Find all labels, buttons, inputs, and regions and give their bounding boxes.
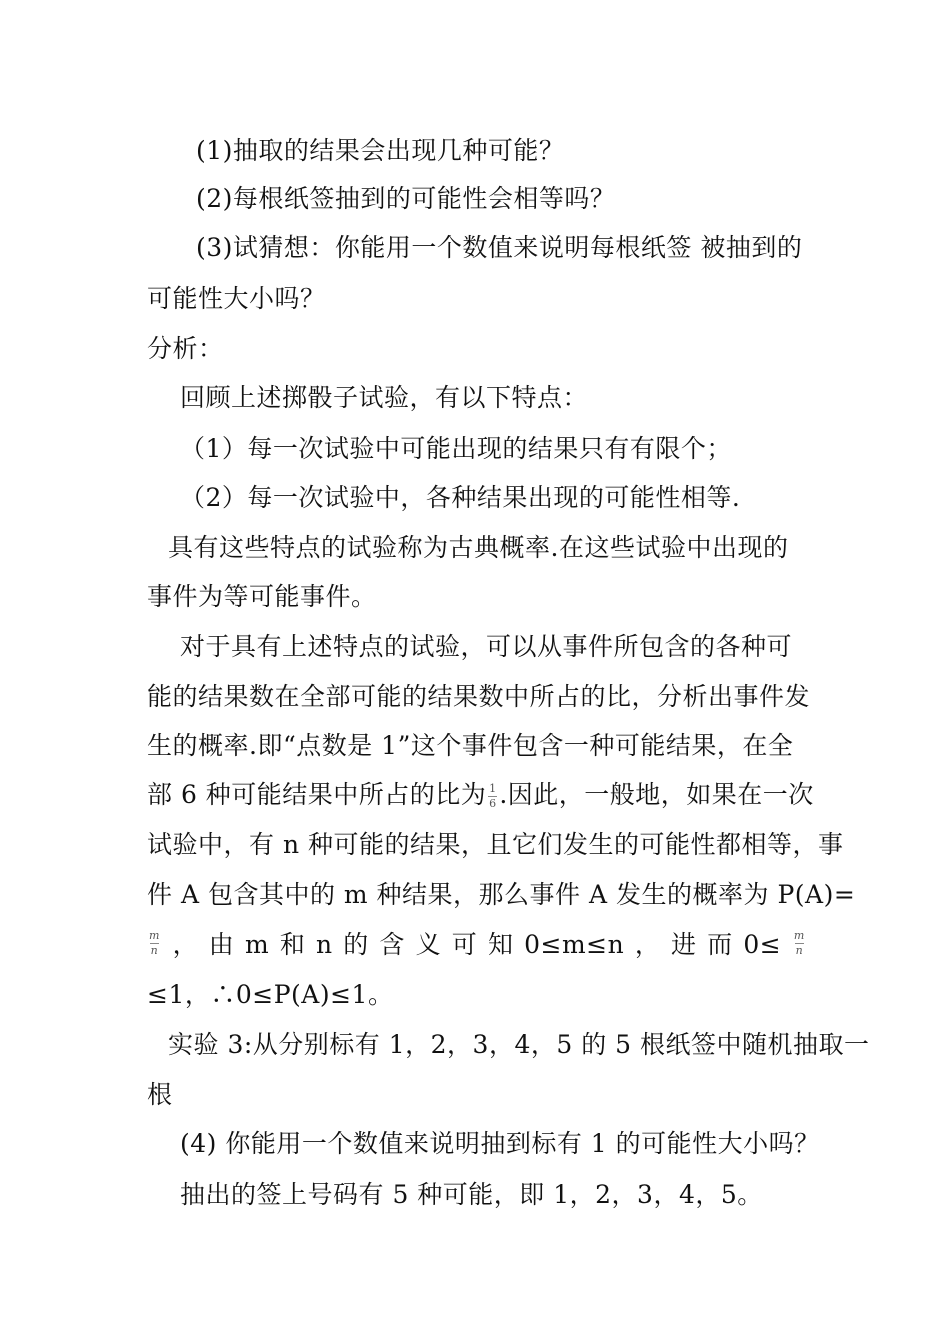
paragraph-line-8: ≤1，∴0≤P(A)≤1。	[147, 980, 394, 1009]
paragraph-line-2: 能的结果数在全部可能的结果数中所占的比，分析出事件发	[147, 682, 811, 711]
feature-1: （1）每一次试验中可能出现的结果只有有限个；	[180, 434, 732, 463]
fraction-denominator: 6	[489, 797, 497, 810]
fraction-numerator: m	[793, 929, 805, 942]
review-line: 回顾上述掷骰子试验，有以下特点：	[180, 383, 589, 412]
text-token: 0≤	[743, 930, 782, 959]
text-token: 和	[279, 930, 306, 959]
definition-line-2: 事件为等可能事件。	[147, 582, 377, 611]
fraction-m-over-n	[149, 930, 160, 960]
paragraph-line-3: 生的概率.即“点数是 1”这个事件包含一种可能结果，在全	[147, 731, 794, 760]
experiment-3-line-2: 根	[147, 1080, 173, 1109]
paragraph-line-6: 件 A 包含其中的 m 种结果，那么事件 A 发生的概率为 P(A)=	[147, 880, 856, 909]
text-token: 0≤m≤n	[524, 930, 625, 959]
text-token: 由	[208, 930, 235, 959]
question-3-line-1: (3)试猜想：你能用一个数值来说明每根纸签 被抽到的	[196, 233, 803, 262]
paragraph-line-1: 对于具有上述特点的试验，可以从事件所包含的各种可	[180, 632, 793, 661]
text-token: m	[244, 930, 270, 959]
fraction-denominator: n	[150, 944, 159, 957]
question-2: (2)每根纸签抽到的可能性会相等吗？	[196, 184, 616, 213]
fraction-m-over-n	[794, 930, 805, 960]
text-token: 义	[415, 930, 442, 959]
analysis-heading: 分析：	[147, 334, 224, 363]
paragraph-line-7	[147, 930, 807, 960]
text-token: ，	[634, 930, 661, 959]
paragraph-line-4	[147, 780, 814, 810]
fraction-numerator: 1	[489, 782, 497, 795]
text-token: n	[315, 930, 333, 959]
text-token: 而	[707, 930, 733, 959]
text-token: 含	[379, 930, 405, 959]
definition-line-1: 具有这些特点的试验称为古典概率.在这些试验中出现的	[168, 533, 789, 562]
paragraph-line-4-pre: 部 6 种可能结果中所占的比为	[147, 780, 487, 809]
text-token: 可	[451, 930, 478, 959]
feature-2: （2）每一次试验中，各种结果出现的可能性相等.	[180, 483, 741, 512]
answer-line: 抽出的签上号码有 5 种可能，即 1，2，3，4，5。	[180, 1180, 763, 1209]
text-token: 的	[343, 930, 369, 959]
question-4: (4) 你能用一个数值来说明抽到标有 1 的可能性大小吗？	[180, 1129, 820, 1158]
fraction-numerator: m	[149, 929, 160, 942]
fraction-denominator: n	[795, 944, 804, 957]
paragraph-line-5: 试验中，有 n 种可能的结果，且它们发生的可能性都相等，事	[147, 830, 844, 859]
text-token: 进	[671, 930, 697, 959]
experiment-3-line-1: 实验 3:从分别标有 1，2，3，4，5 的 5 根纸签中随机抽取一	[168, 1030, 870, 1059]
paragraph-line-4-post: .因此，一般地，如果在一次	[499, 780, 814, 809]
fraction-one-sixth	[488, 783, 497, 810]
text-token: 知	[487, 930, 514, 959]
question-1: (1)抽取的结果会出现几种可能？	[196, 136, 565, 165]
question-3-line-2: 可能性大小吗？	[147, 284, 326, 313]
text-token: ，	[172, 930, 199, 959]
